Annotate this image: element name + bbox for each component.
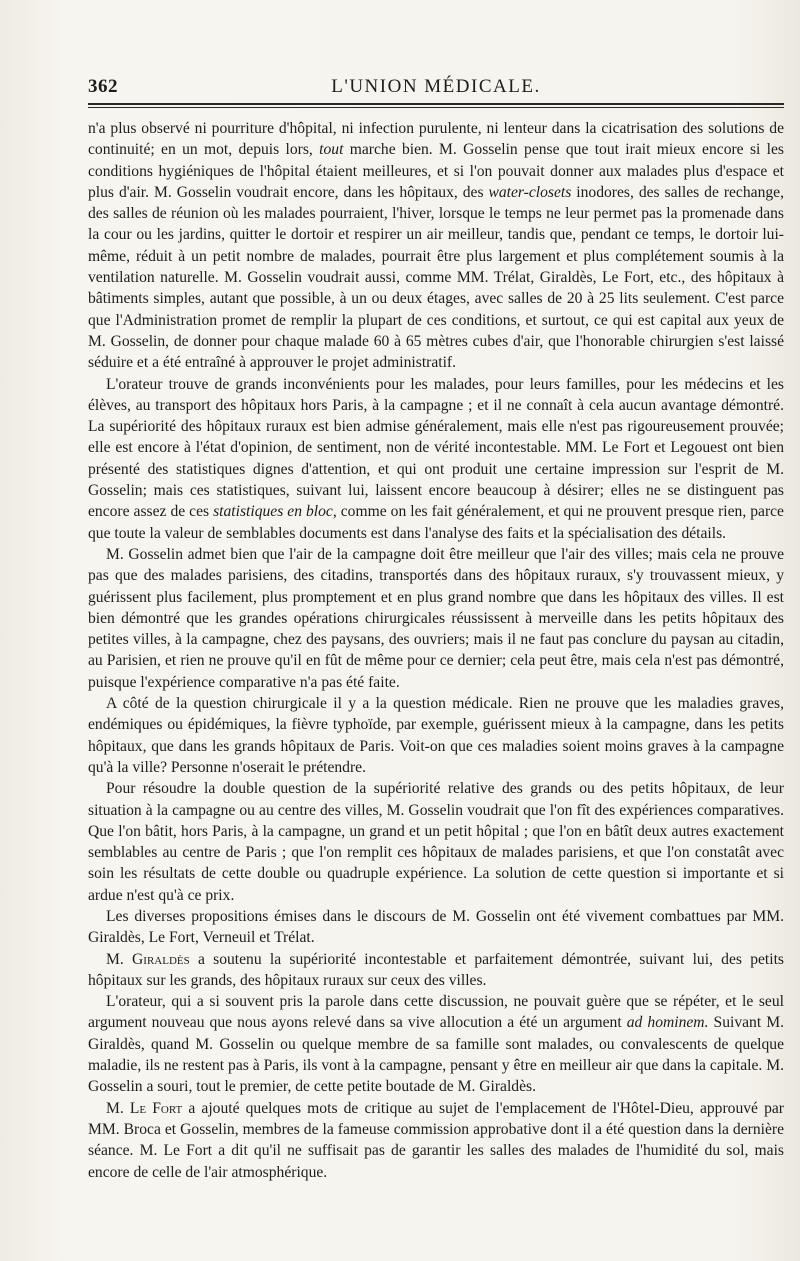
text-run: Les diverses propositions émises dans le discours de M. Gosselin ont été vivement combattues par MM. Giraldès, Le Fort, Verneuil et Trélat. (88, 907, 784, 947)
text-run: inodores, des salles de rechange, des salles de réunion où les malades pourraient, l'hiver, lorsque le temps ne leur permet pas la promenade dans la cour ou les jardins, quitter le dortoir et respirer un air meilleur, tandis que, pendant ce temps, le dortoir lui-même, réduit à un petit nombre de malades, pourrait être plus largement et plus complétement soumis à la ventilation naturelle. M. Gosselin voudrait aussi, comme MM. Trélat, Giraldès, Le Fort, etc., des hôpitaux à bâtiments simples, autant que possible, à un ou deux étages, avec salles de 20 à 25 lits seulement. C'est parce que l'Administration promet de remplir la plupart de ces conditions, et surtout, ce qui est capital aux yeux de M. Gosselin, de donner pour chaque malade 60 à 65 mètres cubes d'air, que l'honorable chirurgien s'est laissé séduire et a été entraîné à approuver le projet administratif. (88, 183, 784, 372)
text-run: tout (319, 141, 344, 159)
paragraph (88, 1098, 784, 1183)
text-run: L'orateur, qui a si souvent pris la parole dans cette discussion, ne pouvait guère que se répéter, et le seul argument nouveau que nous ayons relevé dans sa vive allocution a été un argument (88, 993, 784, 1032)
text-run: a ajouté quelques mots de critique au sujet de l'emplacement de l'Hôtel-Dieu, approuvé par MM. Broca et Gosselin, membres de la fameuse commission approbative dont il a été question dans la dernière séance. M. Le Fort a dit qu'il ne suffisait pas de garantir les salles des malades de l'humidité du sol, mais encore de celle de l'air atmosphérique. (88, 1099, 784, 1181)
journal-title: L'UNION MÉDICALE. (331, 76, 541, 97)
paragraph (88, 693, 784, 778)
text-run: Pour résoudre la double question de la supériorité relative des grands ou des petits hôpitaux, de leur situation à la campagne ou au centre des villes, M. Gosselin voudrait que l'on fît des expériences comparatives. Que l'on bâtit, hors Paris, à la campagne, un grand et un petit hôpital ; que l'on en bâtît deux autres exactement semblables au centre de Paris ; que l'on remplit ces hôpitaux de malades parisiens, et que l'on constatât avec soin les résultats de cette double ou quadruple expérience. La solution de cette question si importante et si ardue n'est qu'à ce prix. (88, 780, 784, 904)
paragraph (88, 118, 784, 374)
text-run: marche bien. M. Gosselin pense que tout irait mieux encore si les conditions hygiéniques de l'hôpital étaient meilleures, et si l'on pouvait donner aux malades plus d'espace et plus d'air. M. Gosselin voudrait encore, dans les hôpitaux, des (88, 141, 784, 201)
paragraph (88, 544, 784, 693)
header-rule (88, 103, 784, 105)
text-run: a soutenu la supériorité incontestable et parfaitement démontrée, suivant lui, des petits hôpitaux sur les grands, des hôpitaux ruraux sur ceux des villes. (88, 950, 784, 989)
text-run: M. (106, 950, 133, 968)
paragraph (88, 906, 784, 949)
text-run: Giraldès (132, 950, 190, 968)
text-run: water-closets (488, 183, 572, 201)
text-run: statistiques en bloc, (213, 503, 337, 521)
article-body (88, 118, 784, 1183)
page-header (88, 72, 784, 102)
header-rule-thin (88, 107, 784, 108)
text-run: M. (106, 1099, 130, 1117)
text-run: Suivant M. Giraldès, quand M. Gosselin ou quelque membre de sa famille sont malades, ou convalescents de quelque maladie, ils ne restent pas à Paris, ils vont à la campagne, pensant y être en meilleur air que dans la capitale. M. Gosselin a souri, tout le premier, de cette petite boutade de M. Giraldès. (88, 1014, 784, 1096)
paragraph (88, 778, 784, 906)
paragraph (88, 949, 784, 992)
text-run: A côté de la question chirurgicale il y a la question médicale. Rien ne prouve que les maladies graves, endémiques ou épidémiques, la fièvre typhoïde, par exemple, guérissent mieux à la campagne, dans les petits hôpitaux, que dans les grands hôpitaux de Paris. Voit-on que ces maladies soient moins graves à la campagne qu'à la ville? Personne n'oserait le prétendre. (88, 695, 784, 776)
text-run: Le Fort (129, 1099, 183, 1117)
paragraph (88, 374, 784, 544)
text-run: L'orateur trouve de grands inconvénients pour les malades, pour leurs familles, pour les médecins et les élèves, au transport des hôpitaux hors Paris, à la campagne ; et il ne connaît à cela aucun avantage démontré. La supériorité des hôpitaux ruraux est bien admise généralement, mais elle n'est pas rigoureusement prouvée; elle est encore à l'état d'opinion, de sentiment, non de vérité incontestable. MM. Le Fort et Legouest ont bien présenté des statistiques dignes d'attention, et qui ont produit une certaine impression sur l'esprit de M. Gosselin; mais ces statistiques, suivant lui, laissent encore beaucoup à désirer; elles ne se distinguent pas encore assez de ces (88, 375, 784, 521)
text-run: n'a plus observé ni pourriture d'hôpital, ni infection purulente, ni lenteur dans la cicatrisation des solutions de continuité; en un mot, depuis lors, (88, 120, 784, 159)
text-run: ad hominem. (626, 1014, 709, 1032)
text-run: comme on les fait généralement, et qui ne prouvent presque rien, parce que toute la valeur de semblables documents est dans l'analyse des faits et la spécialisation des détails. (88, 503, 784, 542)
paragraph (88, 991, 784, 1097)
page-number: 362 (88, 76, 118, 97)
text-run: M. Gosselin admet bien que l'air de la campagne doit être meilleur que l'air des villes; mais cela ne prouve pas que des malades parisiens, des citadins, transportés dans des hôpitaux ruraux, s'y trouvassent mieux, y guérissent plus facilement, plus promptement et en plus grand nombre que dans les hôpitaux des villes. Il est bien démontré que les grandes opérations chirurgicales réussissent à merveille dans les petits hôpitaux des petites villes, à la campagne, chez des paysans, des ouvriers; mais il ne faut pas conclure du paysan au citadin, au Parisien, et rien ne prouve qu'il en fût de même pour ce dernier; cela peut être, mais cela n'est pas démontré, puisque l'expérience comparative n'a pas été faite. (88, 545, 784, 691)
